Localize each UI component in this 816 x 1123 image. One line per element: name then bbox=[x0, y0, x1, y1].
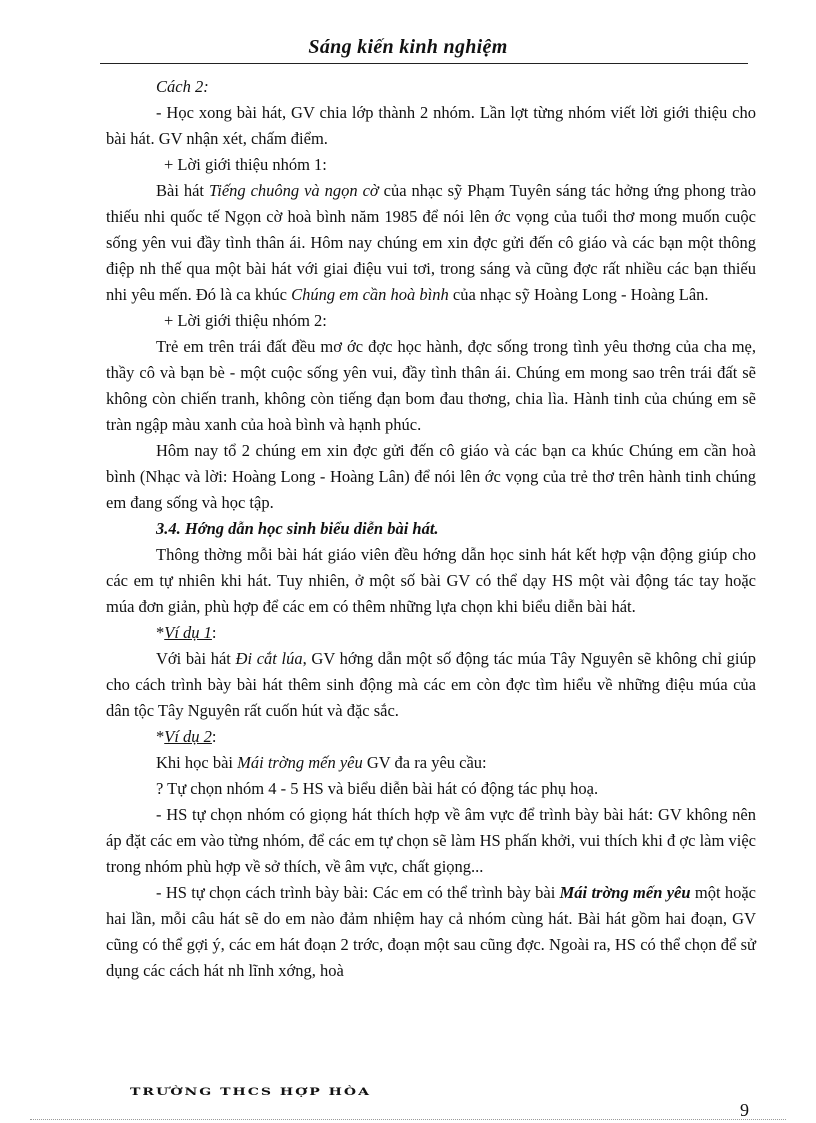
document-body bbox=[106, 74, 756, 984]
paragraph: Với bài hát Đi cắt lúa, GV hớng dẫn một số động tác múa Tây Nguyên sẽ không chỉ giúp cho cách trình bày bài hát thêm sinh động mà các em còn đợc tìm hiểu về những điệu múa của dân tộc Tây Nguyên rất cuốn hút và đặc sắc. bbox=[106, 649, 756, 720]
section-heading: 3.4. Hớng dẫn học sinh biểu diễn bài hát. bbox=[156, 519, 439, 538]
song-title: Mái trờng mến yêu bbox=[559, 883, 691, 902]
group-2-label: + Lời giới thiệu nhóm 2: bbox=[164, 311, 327, 330]
paragraph: Thông thờng mỗi bài hát giáo viên đều hớng dẫn học sinh hát kết hợp vận động giúp cho các em tự nhiên khi hát. Tuy nhiên, ở một số bài GV có thể dạy HS một vài động tác tay hoặc múa đơn giản, phù hợp để các em có thêm những lựa chọn khi biểu diễn bài hát. bbox=[106, 545, 756, 616]
header-divider bbox=[100, 63, 748, 64]
paragraph: Khi học bài Mái trờng mến yêu GV đa ra yêu cầu: bbox=[156, 753, 487, 772]
paragraph: ? Tự chọn nhóm 4 - 5 HS và biểu diễn bài hát có động tác phụ hoạ. bbox=[156, 779, 599, 798]
paragraph: - Học xong bài hát, GV chia lớp thành 2 nhóm. Lần lợt từng nhóm viết lời giới thiệu cho bài hát. GV nhận xét, chấm điểm. bbox=[106, 103, 756, 148]
page-number: 9 bbox=[740, 1100, 749, 1120]
paragraph: - HS tự chọn nhóm có giọng hát thích hợp về âm vực để trình bày bài hát: GV không nên áp đặt các em vào từng nhóm, để các em tự chọn sẽ làm HS phấn khởi, vui thích khi đ ợc làm việc trong nhóm phù hợp về sở thích, về âm vực, chất giọng... bbox=[106, 805, 756, 876]
paragraph: Hôm nay tổ 2 chúng em xin đợc gửi đến cô giáo và các bạn ca khúc Chúng em cần hoà bình (Nhạc và lời: Hoàng Long - Hoàng Lân) để nói lên ớc vọng của trẻ thơ trên hành tinh chúng em đang sống và học tập. bbox=[106, 441, 756, 512]
song-title: Đi cắt lúa bbox=[235, 649, 303, 668]
page-header-title: Sáng kiến kinh nghiệm bbox=[308, 36, 508, 58]
example-1-label: *Ví dụ 1: bbox=[156, 623, 217, 642]
footer-school-name: TRƯỜNG THCS HỢP HÒA bbox=[130, 1086, 371, 1098]
song-title: Mái trờng mến yêu bbox=[237, 753, 363, 772]
paragraph: Trẻ em trên trái đất đều mơ ớc đợc học hành, đợc sống trong tình yêu thơng của cha mẹ, thầy cô và bạn bè - một cuộc sống yên vui, đầy tình thân ái. Chúng em mong sao trên trái đất sẽ không còn chiến tranh, không còn tiếng đạn bom đau thơng, chia lìa. Hành tinh của chúng em sẽ tràn ngập màu xanh của hoà bình và hạnh phúc. bbox=[106, 337, 756, 434]
example-2-label: *Ví dụ 2: bbox=[156, 727, 217, 746]
song-title: Chúng em cần hoà bình bbox=[291, 285, 449, 304]
section-cach-2: Cách 2: bbox=[156, 77, 209, 96]
song-title: Tiếng chuông và ngọn cờ bbox=[208, 181, 379, 200]
footer-divider bbox=[30, 1119, 786, 1120]
group-1-label: + Lời giới thiệu nhóm 1: bbox=[164, 155, 327, 174]
paragraph: Bài hát Tiếng chuông và ngọn cờ của nhạc sỹ Phạm Tuyên sáng tác hởng ứng phong trào thiếu nhi quốc tế Ngọn cờ hoà bình năm 1985 để nói lên ớc vọng của tuổi thơ mong muốn cuộc sống yên vui đầy tình thân ái. Hôm nay chúng em xin đợc gửi đến cô giáo và các bạn một thông điệp nh thế qua một bài hát với giai điệu vui tơi, trong sáng và cũng đợc rất nhiều các bạn thiếu nhi yêu mến. Đó là ca khúc Chúng em cần hoà bình của nhạc sỹ Hoàng Long - Hoàng Lân. bbox=[106, 181, 757, 304]
paragraph: - HS tự chọn cách trình bày bài: Các em có thể trình bày bài Mái trờng mến yêu một hoặc hai lần, mỗi câu hát sẽ do em nào đảm nhiệm hay cả nhóm cùng hát. Bài hát gồm hai đoạn, GV cũng có thể gợi ý, các em hát đoạn 2 trớc, đoạn một sau cũng đợc. Ngoài ra, HS có thể chọn để sử dụng các cách hát nh lĩnh xớng, hoà bbox=[106, 883, 757, 980]
